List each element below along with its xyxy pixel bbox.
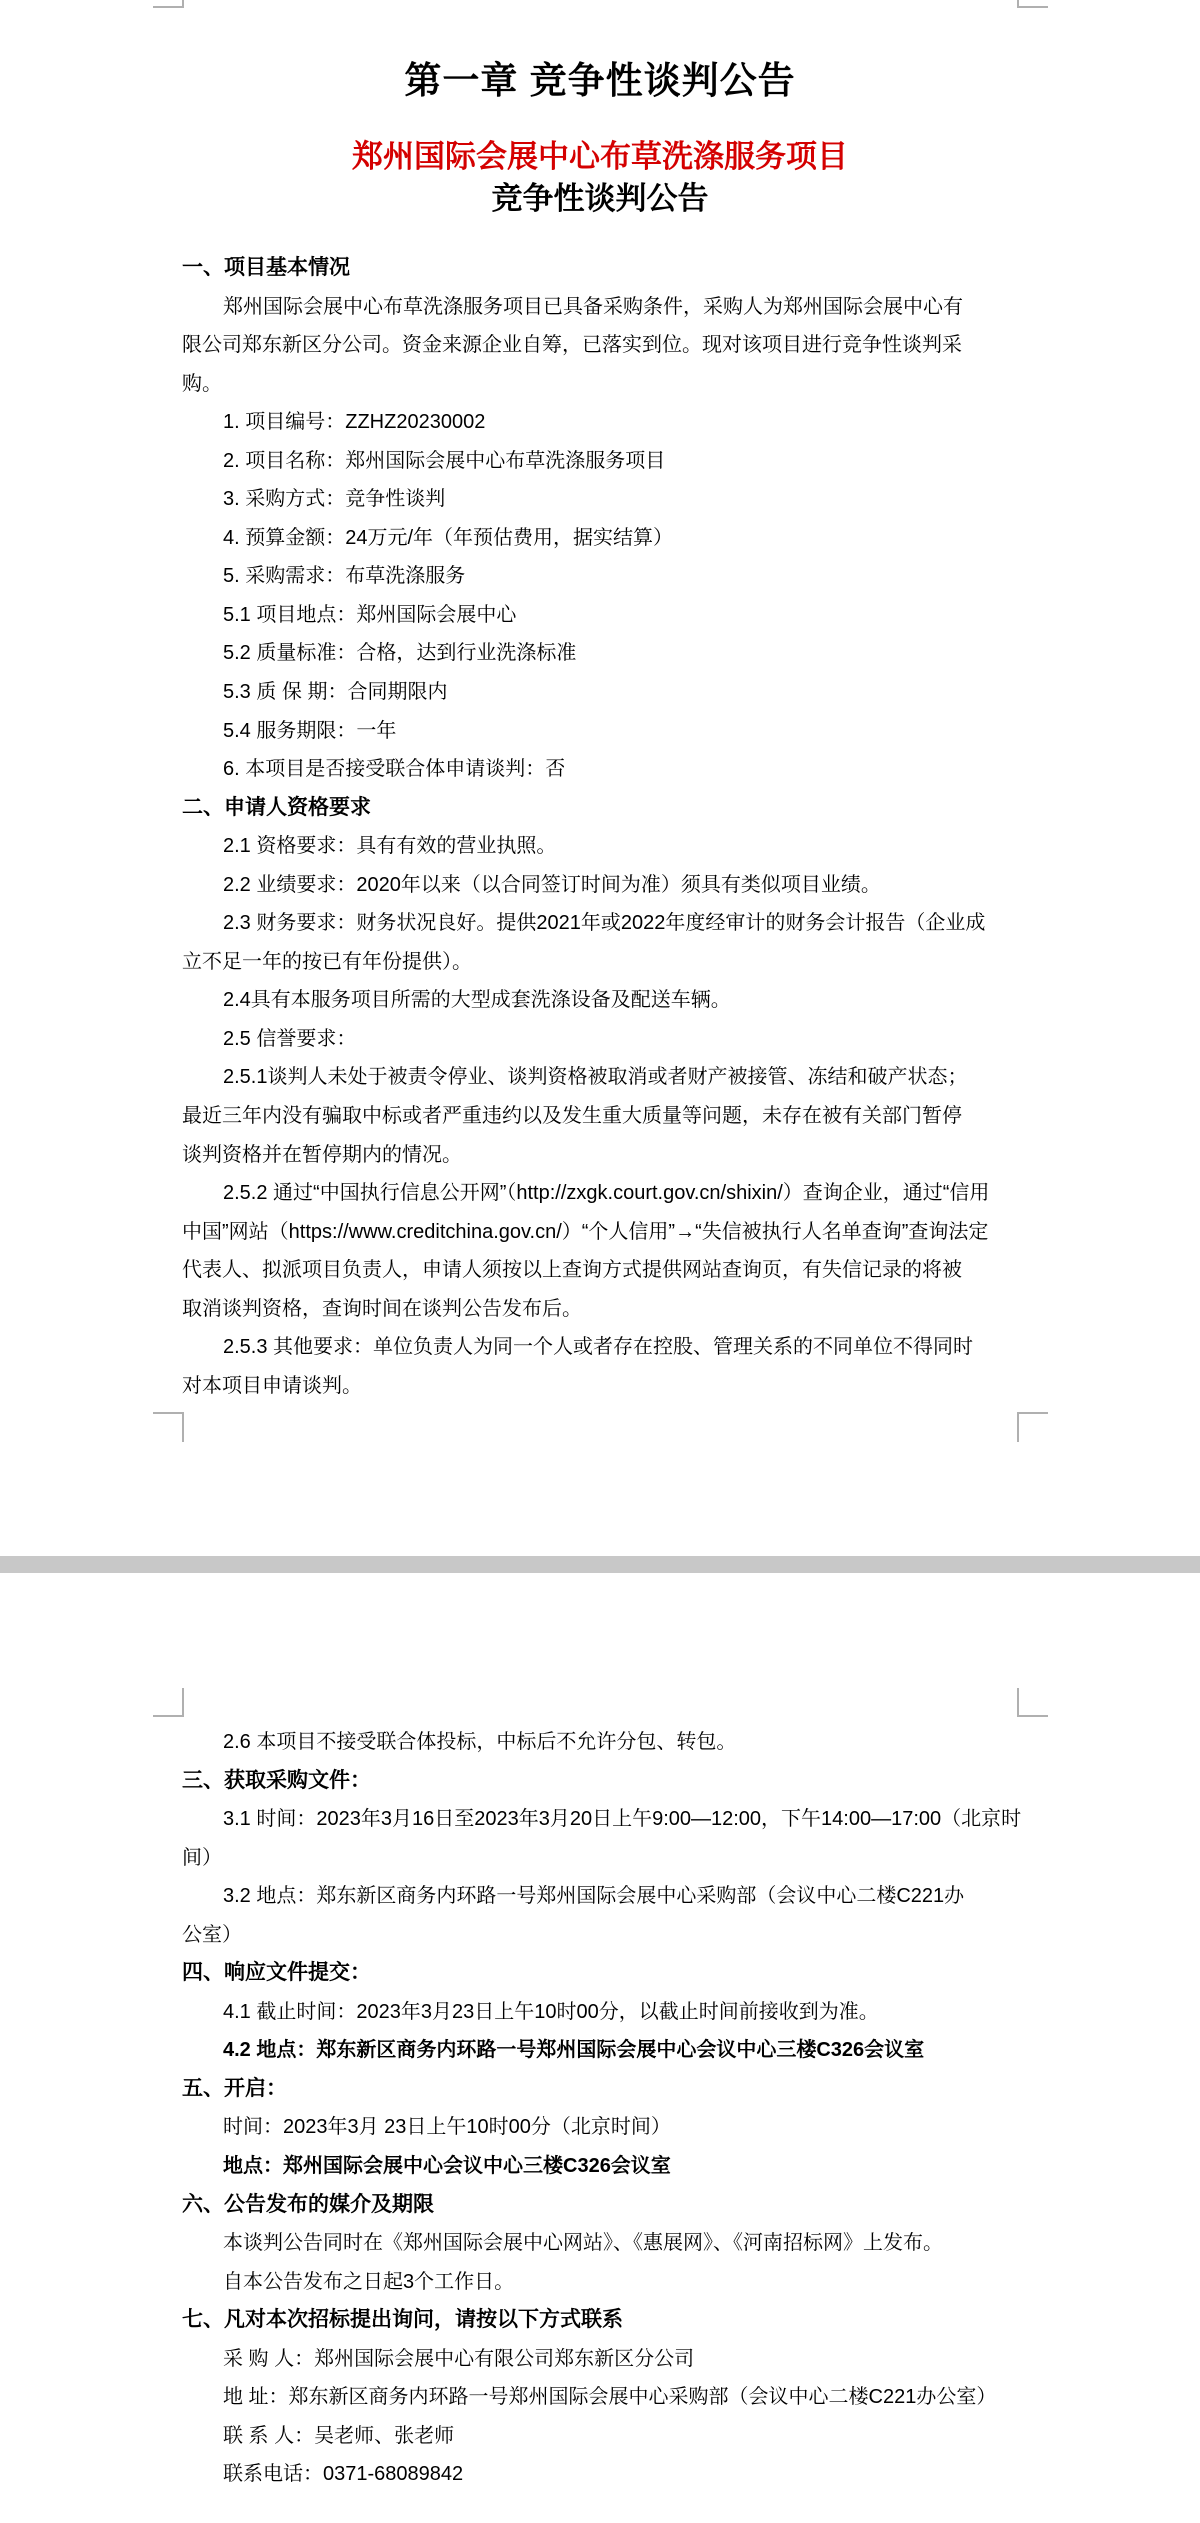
page1-margin-mark-top-right bbox=[1017, 0, 1048, 8]
doc-line: 立不足一年的按已有年份提供）。 bbox=[182, 950, 472, 973]
doc-line: 3.1 时间：2023年3月16日至2023年3月20日上午9:00—12:00，下午14:00—17:00（北京时 bbox=[223, 1808, 1022, 1831]
doc-line: 地 址：郑东新区商务内环路一号郑州国际会展中心采购部（会议中心二楼C221办公室） bbox=[223, 2386, 997, 2409]
doc-line: 4. 预算金额：24万元/年（年预估费用，据实结算） bbox=[223, 526, 674, 549]
doc-line: 对本项目申请谈判。 bbox=[182, 1374, 362, 1397]
doc-line: 5.2 质量标准：合格，达到行业洗涤标准 bbox=[223, 642, 577, 665]
doc-line: 本谈判公告同时在《郑州国际会展中心网站》、《惠展网》、《河南招标网》上发布。 bbox=[223, 2232, 943, 2255]
doc-line: 6. 本项目是否接受联合体申请谈判：否 bbox=[223, 758, 566, 781]
doc-line: 联系电话：0371-68089842 bbox=[223, 2463, 464, 2486]
doc-line: 采 购 人：郑州国际会展中心有限公司郑东新区分公司 bbox=[223, 2347, 695, 2370]
doc-line: 2.6 本项目不接受联合体投标，中标后不允许分包、转包。 bbox=[223, 1731, 737, 1753]
section-heading: 四、响应文件提交： bbox=[182, 1961, 371, 1985]
doc-line: 5. 采购需求：布草洗涤服务 bbox=[223, 565, 466, 588]
doc-line: 3.2 地点：郑东新区商务内环路一号郑州国际会展中心采购部（会议中心二楼C221办 bbox=[223, 1885, 965, 1908]
doc-line: 1. 项目编号：ZZHZ20230002 bbox=[223, 411, 486, 434]
section-heading: 二、申请人资格要求 bbox=[182, 795, 371, 819]
doc-line: 代表人、拟派项目负责人，申请人须按以上查询方式提供网站查询页，有失信记录的将被 bbox=[182, 1259, 962, 1282]
announcement-subtitle: 竞争性谈判公告 bbox=[491, 181, 709, 216]
page-separator bbox=[0, 1556, 1200, 1573]
doc-line: 2.1 资格要求：具有有效的营业执照。 bbox=[223, 835, 557, 858]
section-heading: 七、凡对本次招标提出询问，请按以下方式联系 bbox=[182, 2308, 623, 2332]
section-heading: 一、项目基本情况 bbox=[182, 256, 350, 279]
doc-line: 谈判资格并在暂停期内的情况。 bbox=[182, 1143, 462, 1166]
doc-line: 2.5 信誉要求： bbox=[223, 1027, 357, 1050]
doc-line: 2. 项目名称：郑州国际会展中心布草洗涤服务项目 bbox=[223, 449, 666, 472]
doc-line: 5.3 质 保 期：合同期限内 bbox=[223, 681, 448, 704]
chapter-title: 第一章 竞争性谈判公告 bbox=[404, 60, 796, 101]
doc-line: 取消谈判资格，查询时间在谈判公告发布后。 bbox=[182, 1297, 582, 1320]
page1-margin-mark-bottom-left bbox=[153, 1412, 184, 1442]
doc-line: 2.3 财务要求：财务状况良好。提供2021年或2022年度经审计的财务会计报告（企业成 bbox=[223, 912, 986, 935]
page2-margin-mark-top-right bbox=[1017, 1688, 1048, 1717]
section-heading: 三、获取采购文件： bbox=[182, 1768, 371, 1792]
doc-line: 3. 采购方式：竞争性谈判 bbox=[223, 488, 446, 511]
doc-line: 2.5.2 通过“中国执行信息公开网”（http://zxgk.court.gov.cn/shixin/）查询企业，通过“信用 bbox=[223, 1182, 990, 1205]
page1-margin-mark-top-left bbox=[153, 0, 184, 8]
doc-line: 地点：郑州国际会展中心会议中心三楼C326会议室 bbox=[223, 2155, 671, 2178]
doc-line: 公室） bbox=[182, 1923, 242, 1946]
doc-line: 2.2 业绩要求：2020年以来（以合同签订时间为准）须具有类似项目业绩。 bbox=[223, 873, 881, 896]
project-title: 郑州国际会展中心布草洗涤服务项目 bbox=[352, 139, 848, 174]
section-heading: 六、公告发布的媒介及期限 bbox=[182, 2192, 434, 2216]
page1-body bbox=[182, 249, 1052, 1405]
page1-margin-mark-bottom-right bbox=[1017, 1412, 1048, 1442]
doc-line: 联 系 人：吴老师、张老师 bbox=[223, 2424, 455, 2447]
doc-line: 2.5.3 其他要求：单位负责人为同一个人或者存在控股、管理关系的不同单位不得同时 bbox=[223, 1336, 974, 1359]
doc-line: 自本公告发布之日起3个工作日。 bbox=[223, 2270, 515, 2293]
doc-line: 5.1 项目地点：郑州国际会展中心 bbox=[223, 603, 517, 626]
doc-line: 4.1 截止时间：2023年3月23日上午10时00分，以截止时间前接收到为准。 bbox=[223, 2000, 879, 2023]
doc-line: 购。 bbox=[182, 372, 222, 395]
doc-line: 最近三年内没有骗取中标或者严重违约以及发生重大质量等问题，未存在被有关部门暂停 bbox=[182, 1105, 962, 1128]
doc-line: 5.4 服务期限：一年 bbox=[223, 719, 397, 742]
doc-line: 4.2 地点：郑东新区商务内环路一号郑州国际会展中心会议中心三楼C326会议室 bbox=[223, 2039, 925, 2062]
doc-line: 限公司郑东新区分公司。资金来源企业自筹，已落实到位。现对该项目进行竞争性谈判采 bbox=[182, 334, 962, 357]
doc-line: 2.5.1谈判人未处于被责令停业、谈判资格被取消或者财产被接管、冻结和破产状态； bbox=[223, 1066, 968, 1089]
doc-line: 郑州国际会展中心布草洗涤服务项目已具备采购条件，采购人为郑州国际会展中心有 bbox=[223, 295, 963, 318]
doc-line: 间） bbox=[182, 1846, 222, 1869]
section-heading: 五、开启： bbox=[182, 2076, 287, 2100]
doc-line: 中国”网站（https://www.creditchina.gov.cn/）“个人信用”→“失信被执行人名单查询”查询法定 bbox=[182, 1220, 989, 1243]
doc-line: 2.4具有本服务项目所需的大型成套洗涤设备及配送车辆。 bbox=[223, 989, 731, 1012]
doc-line: 时间：2023年3月 23日上午10时00分（北京时间） bbox=[223, 2116, 671, 2139]
page2-body bbox=[182, 1723, 1052, 2494]
page2-margin-mark-top-left bbox=[153, 1688, 184, 1717]
